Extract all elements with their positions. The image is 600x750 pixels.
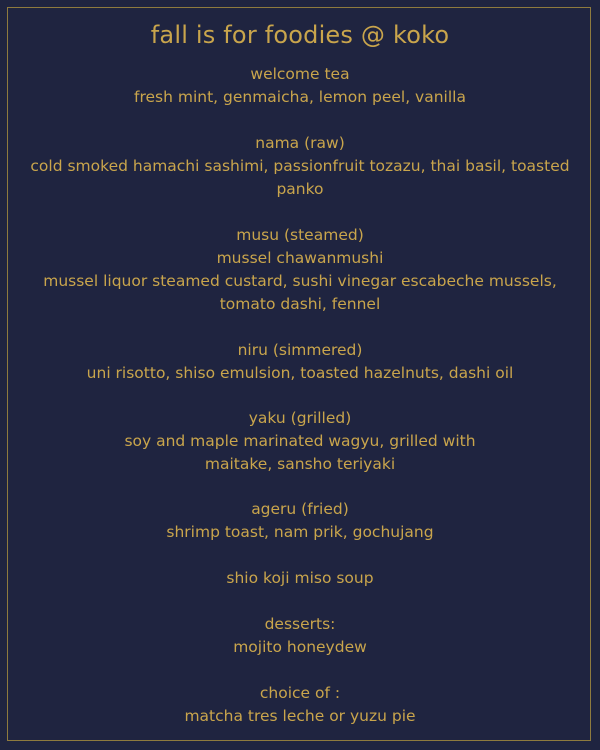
course-description: matcha tres leche or yuzu pie xyxy=(184,707,416,725)
course-dish-name: mussel chawanmushi xyxy=(216,249,384,267)
course-nama xyxy=(0,132,600,201)
course-description: maitake, sansho teriyaki xyxy=(204,455,396,473)
course-heading: musu (steamed) xyxy=(236,226,364,244)
course-heading: yaku (grilled) xyxy=(248,409,352,427)
course-musu xyxy=(0,224,600,316)
course-description: mussel liquor steamed custard, sushi vinegar escabeche mussels, xyxy=(43,272,557,290)
course-choice xyxy=(0,682,600,728)
course-description: panko xyxy=(276,180,324,198)
course-miso-soup xyxy=(0,567,600,590)
course-desserts xyxy=(0,613,600,659)
course-heading: nama (raw) xyxy=(255,134,345,152)
course-description: fresh mint, genmaicha, lemon peel, vanilla xyxy=(134,88,466,106)
course-heading: desserts: xyxy=(264,615,336,633)
course-description: mojito honeydew xyxy=(233,638,367,656)
course-heading: welcome tea xyxy=(250,65,350,83)
menu-title: fall is for foodies @ koko xyxy=(150,21,450,49)
course-yaku xyxy=(0,407,600,476)
course-description: tomato dashi, fennel xyxy=(219,295,381,313)
course-description: shrimp toast, nam prik, gochujang xyxy=(166,523,434,541)
course-heading: niru (simmered) xyxy=(237,341,363,359)
course-description: cold smoked hamachi sashimi, passionfruit tozazu, thai basil, toasted xyxy=(30,157,570,175)
course-welcome-tea xyxy=(0,63,600,109)
course-description: soy and maple marinated wagyu, grilled with xyxy=(124,432,476,450)
course-heading: choice of : xyxy=(259,684,341,702)
course-ageru xyxy=(0,498,600,544)
course-niru xyxy=(0,339,600,385)
course-heading: shio koji miso soup xyxy=(226,569,374,587)
course-heading: ageru (fried) xyxy=(251,500,349,518)
course-description: uni risotto, shiso emulsion, toasted hazelnuts, dashi oil xyxy=(86,364,514,382)
